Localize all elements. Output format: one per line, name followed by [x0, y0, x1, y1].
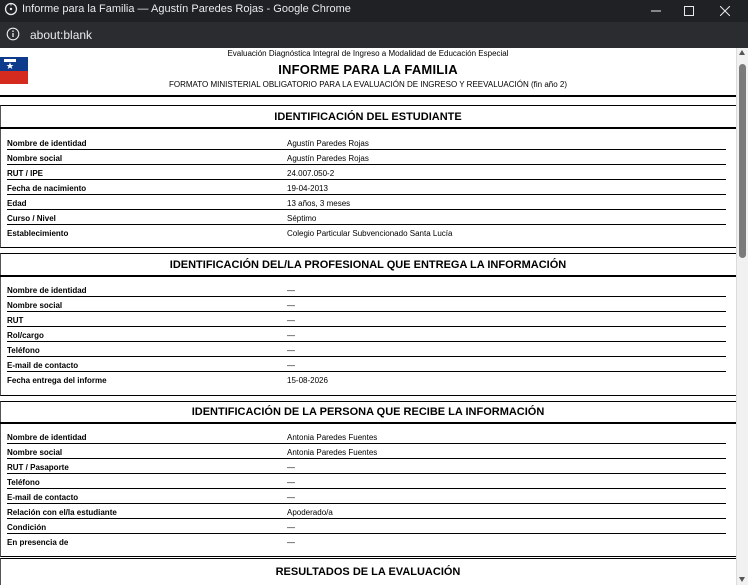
table-row	[7, 165, 726, 180]
row-value: —	[287, 463, 295, 472]
header-rule	[0, 95, 736, 97]
row-label: Rol/cargo	[7, 331, 44, 340]
table-row	[7, 282, 726, 297]
document-title: INFORME PARA LA FAMILIA	[278, 62, 458, 77]
row-value: —	[287, 316, 295, 325]
section-divider	[0, 127, 736, 129]
table-row	[7, 210, 726, 225]
window-titlebar	[0, 0, 748, 22]
window-title: Informe para la Familia — Agustín Paredes Rojas - Google Chrome	[22, 3, 351, 15]
row-value: —	[287, 346, 295, 355]
row-value: 15-08-2026	[287, 376, 328, 385]
table-row	[7, 519, 726, 534]
row-value: —	[287, 301, 295, 310]
row-label: Nombre social	[7, 154, 63, 163]
table-row	[7, 195, 726, 210]
row-label: RUT	[7, 316, 24, 325]
address-bar[interactable]	[0, 22, 748, 48]
minimize-icon	[651, 6, 661, 16]
row-value: 24.007.050-2	[287, 169, 335, 178]
row-value: —	[287, 286, 295, 295]
table-row	[7, 459, 726, 474]
row-label: Curso / Nivel	[7, 214, 56, 223]
table-row	[7, 357, 726, 372]
table-row	[7, 444, 726, 459]
table-row	[7, 504, 726, 519]
row-label: RUT / IPE	[7, 169, 44, 178]
row-label: E-mail de contacto	[7, 361, 79, 370]
row-value: —	[287, 493, 295, 502]
vertical-scrollbar[interactable]	[736, 48, 748, 585]
scrollbar-thumb[interactable]	[739, 64, 746, 258]
table-row	[7, 312, 726, 327]
row-value: Séptimo	[287, 214, 317, 223]
row-value: —	[287, 478, 295, 487]
table-row	[7, 225, 726, 240]
document-format-note: FORMATO MINISTERIAL OBLIGATORIO PARA LA EVALUACIÓN DE INGRESO Y REEVALUACIÓN (fin año 2)	[168, 80, 568, 89]
close-button[interactable]	[702, 0, 748, 22]
row-value: Colegio Particular Subvencionado Santa Lucía	[287, 229, 453, 238]
row-value: —	[287, 361, 295, 370]
row-label: En presencia de	[7, 538, 69, 547]
table-row	[7, 327, 726, 342]
row-label: Nombre social	[7, 448, 63, 457]
row-value: —	[287, 331, 295, 340]
student-section-title: IDENTIFICACIÓN DEL ESTUDIANTE	[274, 111, 462, 123]
close-icon	[720, 6, 730, 16]
recipient-section-title: IDENTIFICACIÓN DE LA PERSONA QUE RECIBE LA INFORMACIÓN	[191, 406, 545, 418]
row-value: Antonia Paredes Fuentes	[287, 448, 378, 457]
table-row	[7, 474, 726, 489]
chrome-page-icon	[4, 2, 18, 16]
row-label: Edad	[7, 199, 27, 208]
row-value: —	[287, 523, 295, 532]
professional-section-title: IDENTIFICACIÓN DEL/LA PROFESIONAL QUE ENTREGA LA INFORMACIÓN	[169, 259, 567, 271]
section-divider	[0, 275, 736, 277]
row-label: Fecha entrega del informe	[7, 376, 107, 385]
row-value: 19-04-2013	[287, 184, 328, 193]
document-subtitle: Evaluación Diagnóstica Integral de Ingreso a Modalidad de Educación Especial	[227, 49, 509, 58]
row-label: Nombre de identidad	[7, 433, 87, 442]
table-row	[7, 150, 726, 165]
section-divider	[0, 422, 736, 424]
row-label: Establecimiento	[7, 229, 69, 238]
scroll-down-arrow-icon[interactable]	[739, 577, 745, 582]
results-section-title: RESULTADOS DE LA EVALUACIÓN	[275, 566, 461, 578]
row-value: Antonia Paredes Fuentes	[287, 433, 378, 442]
row-label: Fecha de nacimiento	[7, 184, 87, 193]
row-label: Teléfono	[7, 478, 40, 487]
row-label: Nombre de identidad	[7, 139, 87, 148]
page-viewport	[0, 48, 736, 585]
table-row	[7, 180, 726, 195]
row-label: Condición	[7, 523, 47, 532]
address-url[interactable]: about:blank	[30, 28, 93, 42]
maximize-icon	[684, 6, 694, 16]
scroll-up-arrow-icon[interactable]	[739, 50, 745, 55]
row-value: Apoderado/a	[287, 508, 333, 517]
info-icon[interactable]	[6, 27, 20, 41]
row-label: E-mail de contacto	[7, 493, 79, 502]
table-row	[7, 297, 726, 312]
table-row	[7, 534, 726, 549]
row-value: Agustín Paredes Rojas	[287, 154, 369, 163]
row-value: —	[287, 538, 295, 547]
row-label: RUT / Pasaporte	[7, 463, 69, 472]
row-label: Relación con el/la estudiante	[7, 508, 117, 517]
row-value: Agustín Paredes Rojas	[287, 139, 369, 148]
table-row	[7, 429, 726, 444]
row-label: Teléfono	[7, 346, 40, 355]
table-row	[7, 489, 726, 504]
table-row	[7, 372, 726, 387]
table-row	[7, 342, 726, 357]
row-label: Nombre de identidad	[7, 286, 87, 295]
row-label: Nombre social	[7, 301, 63, 310]
table-row	[7, 135, 726, 150]
row-value: 13 años, 3 meses	[287, 199, 351, 208]
